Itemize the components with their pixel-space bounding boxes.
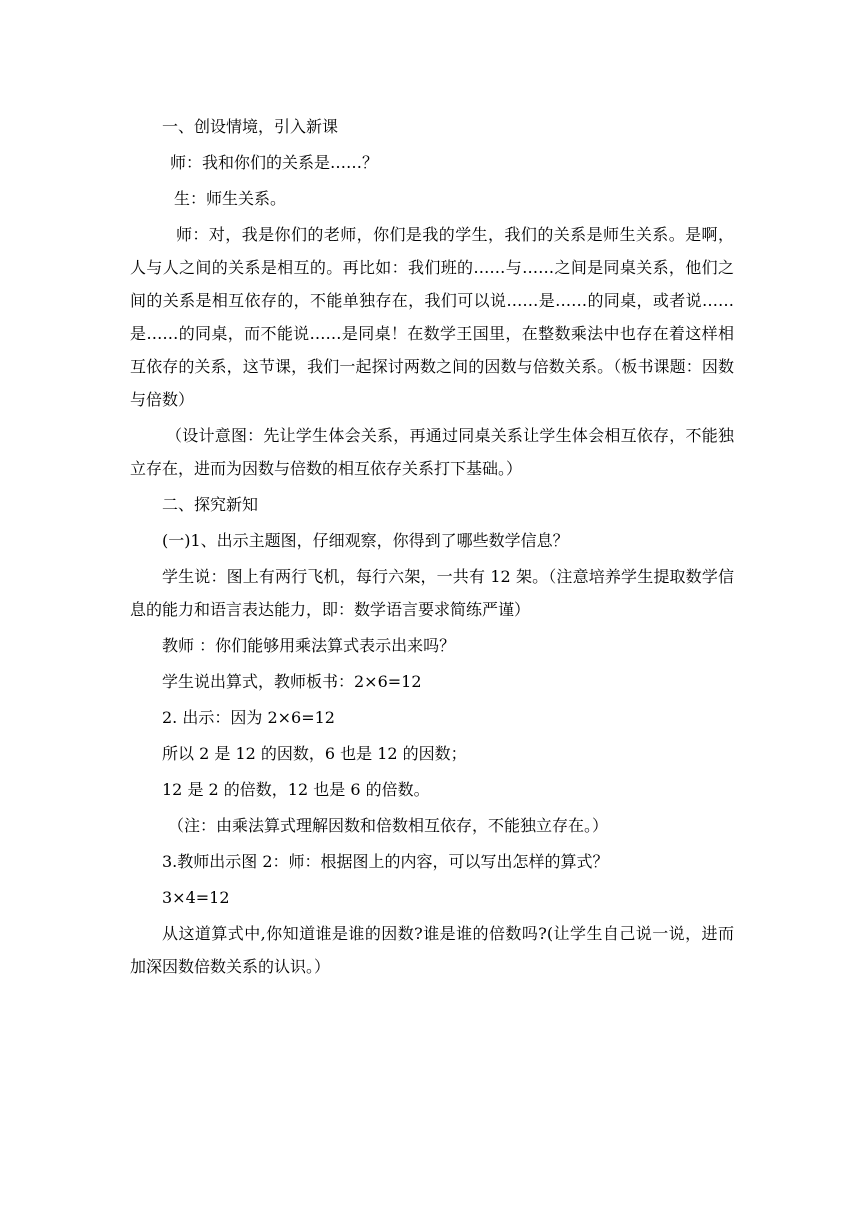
student-observation: 学生说：图上有两行飞机，每行六架，一共有 12 架。（注意培养学生提取数学信息的能力和语言表达能力，即：数学语言要求简练严谨） bbox=[130, 567, 734, 619]
equation-3x4: 3×4=12 bbox=[162, 888, 230, 907]
factor-statement: 所以 2 是 12 的因数，6 也是 12 的因数； bbox=[162, 744, 467, 763]
multiple-statement: 12 是 2 的倍数，12 也是 6 的倍数。 bbox=[162, 780, 430, 799]
step-3-figure-2: 3.教师出示图 2：师：根据图上的内容，可以写出怎样的算式？ bbox=[162, 852, 609, 871]
document-page bbox=[130, 110, 734, 983]
design-intent-note: （设计意图：先让学生体会关系，再通过同桌关系让学生体会相互依存，不能独立存在，进而为因数与倍数的相互依存关系打下基础。） bbox=[130, 426, 734, 478]
board-equation: 学生说出算式，教师板书：2×6=12 bbox=[162, 672, 422, 691]
section-heading-2: 二、探究新知 bbox=[162, 495, 259, 514]
dialogue-student-answer: 生：师生关系。 bbox=[174, 189, 287, 208]
teacher-prompt-multiplication: 教师 ：你们能够用乘法算式表示出来吗？ bbox=[162, 636, 456, 655]
note-interdependence: （注：由乘法算式理解因数和倍数相互依存，不能独立存在。） bbox=[168, 816, 609, 835]
section-heading-1: 一、创设情境，引入新课 bbox=[162, 117, 339, 136]
dialogue-teacher-explanation: 师：对，我是你们的老师，你们是我的学生，我们的关系是师生关系。是啊，人与人之间的关系是相互的。再比如：我们班的……与……之间是同桌关系，他们之间的关系是相互依存的，不能单独存在，我们可以说……是……的同桌，或者说……是……的同桌，而不能说……是同桌！在数学王国里，在整数乘法中也存在着这样相互依存的关系，这节课，我们一起探讨两数之间的因数与倍数关系。（板书课题：因数与倍数） bbox=[130, 225, 734, 409]
dialogue-teacher-question: 师：我和你们的关系是……？ bbox=[170, 153, 379, 172]
step-show-theme-image: (一)1、出示主题图，仔细观察，你得到了哪些数学信息？ bbox=[162, 531, 569, 550]
step-2-because: 2. 出示：因为 2×6=12 bbox=[162, 708, 335, 727]
closing-question: 从这道算式中,你知道谁是谁的因数?谁是谁的倍数吗?(让学生自己说一说，进而加深因数倍数关系的认识。） bbox=[130, 924, 734, 976]
